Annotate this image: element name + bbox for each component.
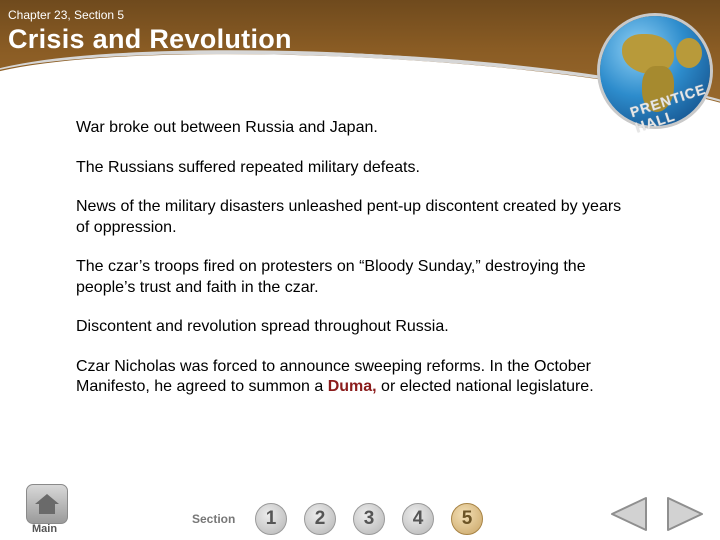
- key-term-link[interactable]: Duma,: [327, 378, 377, 395]
- section-label: Section: [192, 512, 236, 526]
- section-4-button[interactable]: 4: [402, 503, 434, 535]
- bullet-text: The Russians suffered repeated military defeats.: [76, 158, 420, 176]
- section-reference: Chapter 23, Section 5: [8, 8, 125, 22]
- main-menu-button[interactable]: [26, 484, 68, 524]
- main-label: Main: [32, 523, 58, 535]
- previous-arrow-icon[interactable]: [608, 494, 650, 534]
- section-2-button[interactable]: 2: [304, 503, 336, 535]
- section-1-button[interactable]: 1: [255, 503, 287, 535]
- section-5-button[interactable]: 5: [451, 503, 483, 535]
- text-segment: or elected national legislature.: [376, 378, 594, 395]
- slide-content: [76, 118, 636, 417]
- text-segment: Czar Nicholas was forced to announce sweeping reforms. In the October Manifesto, he agreed to summon a: [76, 357, 591, 395]
- bullet-text: Discontent and revolution spread throughout Russia.: [76, 318, 449, 335]
- publisher-logo-text: PRENTICE HALL: [628, 80, 708, 136]
- bullet-text-duma: [76, 357, 636, 398]
- home-icon: [34, 493, 60, 515]
- bullet-text: The czar’s troops fired on protesters on “Bloody Sunday,” destroying the people’s trust and faith in the czar.: [76, 258, 586, 296]
- bullet-text: War broke out between Russia and Japan.: [76, 119, 378, 136]
- section-3-button[interactable]: 3: [353, 503, 385, 535]
- next-arrow-icon[interactable]: [664, 494, 706, 534]
- page-title: Crisis and Revolution: [8, 24, 292, 54]
- bullet-text: News of the military disasters unleashed pent-up discontent created by years of oppression.: [76, 198, 622, 236]
